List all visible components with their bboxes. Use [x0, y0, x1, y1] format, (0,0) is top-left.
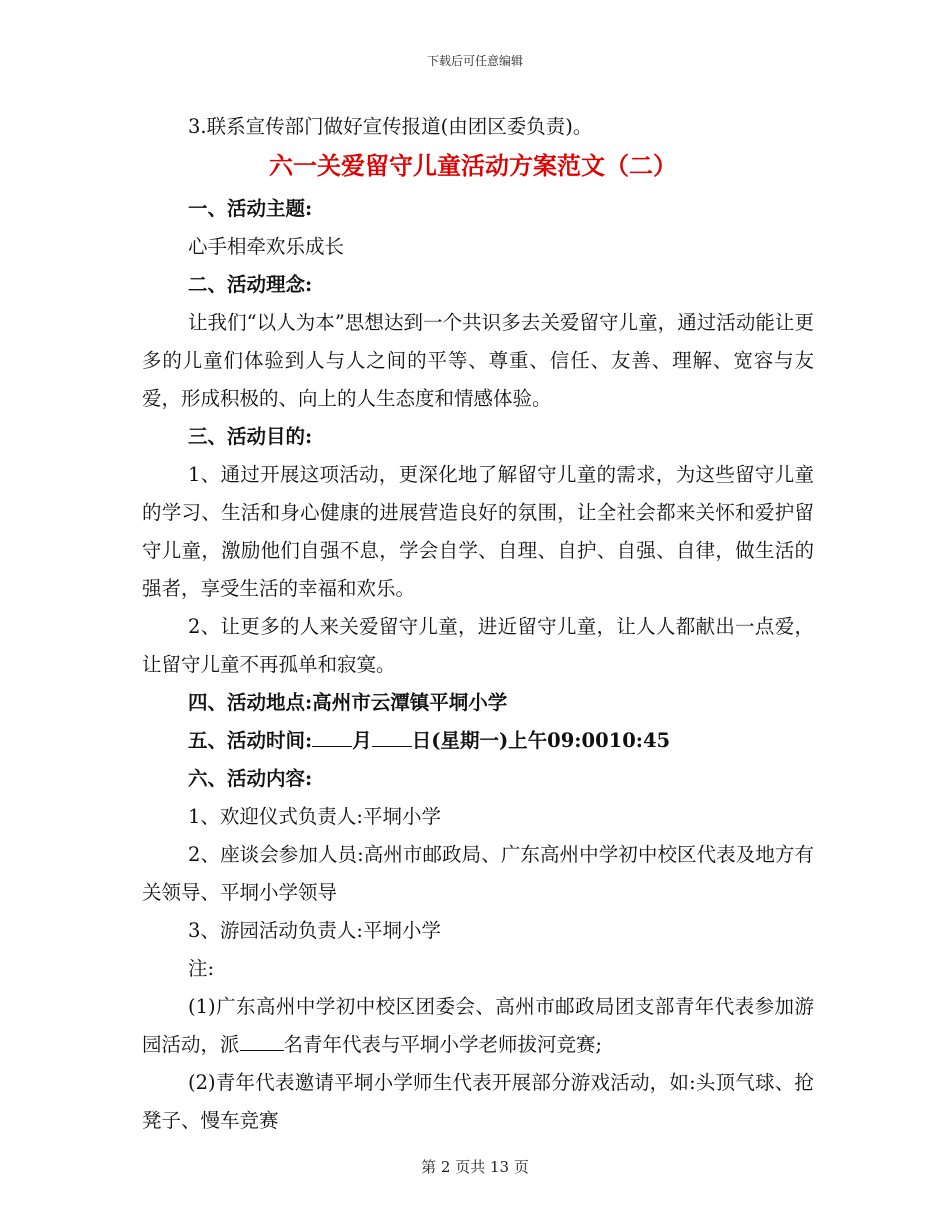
- section-3-paragraph-1: 1、通过开展这项活动，更深化地了解留守儿童的需求，为这些留守儿童的学习、生活和身心健康的进展营造良好的氛围，让全社会都来关怀和爱护留守儿童，激励他们自强不息，学会自学、自理、自护、自强、自律，做生活的强者，享受生活的幸福和欢乐。: [142, 463, 814, 600]
- section-6-heading: 六、活动内容:: [188, 767, 313, 790]
- note-1-part-1: (1)广东高州中学初中校区团委会、高州市邮政局团支部青年代表参加游园活动，派: [142, 995, 814, 1056]
- section-3-heading: 三、活动目的:: [188, 425, 313, 448]
- note-1-part-2: 名青年代表与平垌小学老师拔河竞赛;: [283, 1033, 603, 1056]
- section-5-month: 月: [352, 729, 372, 752]
- note-label: 注:: [188, 957, 215, 980]
- section-5-prefix: 五、活动时间:: [188, 729, 313, 752]
- note-1: [142, 988, 814, 1064]
- section-6-item-2: 2、座谈会参加人员:高州市邮政局、广东高州中学初中校区代表及地方有关领导、平垌小学领导: [142, 843, 814, 904]
- document-title: 六一关爱留守儿童活动方案范文（二）: [269, 151, 677, 180]
- section-6-item-3: 3、游园活动负责人:平垌小学: [188, 919, 441, 942]
- section-5-heading: [142, 722, 814, 760]
- section-6-item-1: 1、欢迎仪式负责人:平垌小学: [188, 805, 441, 828]
- section-3-paragraph-2: 2、让更多的人来关爱留守儿童，进近留守儿童，让人人都献出一点爱，让留守儿童不再孤单和寂寞。: [142, 615, 814, 676]
- month-blank: [312, 724, 352, 747]
- section-2-paragraph: 让我们“以人为本”思想达到一个共识多去关爱留守儿童，通过活动能让更多的儿童们体验到人与人之间的平等、尊重、信任、友善、理解、宽容与友爱，形成积极的、向上的人生态度和情感体验。: [142, 311, 814, 410]
- section-5-day-time: 日(星期一)上午09:0010:45: [411, 729, 671, 752]
- section-1-text: 心手相牵欢乐成长: [188, 235, 345, 258]
- day-blank: [372, 724, 412, 747]
- section-2-heading: 二、活动理念:: [188, 273, 313, 296]
- section-4-heading: 四、活动地点:高州市云潭镇平垌小学: [188, 691, 508, 714]
- document-body: [142, 108, 814, 1140]
- section-1-heading: 一、活动主题:: [188, 197, 313, 220]
- note-2: (2)青年代表邀请平垌小学师生代表开展部分游戏活动，如:头顶气球、抢凳子、慢车竞赛: [142, 1071, 814, 1132]
- page-header: 下载后可任意编辑: [426, 54, 523, 68]
- item-3-publicity: 3.联系宣传部门做好宣传报道(由团区委负责)。: [188, 115, 593, 138]
- page-footer: 第 2 页共 13 页: [421, 1158, 529, 1176]
- count-blank: [240, 1028, 284, 1051]
